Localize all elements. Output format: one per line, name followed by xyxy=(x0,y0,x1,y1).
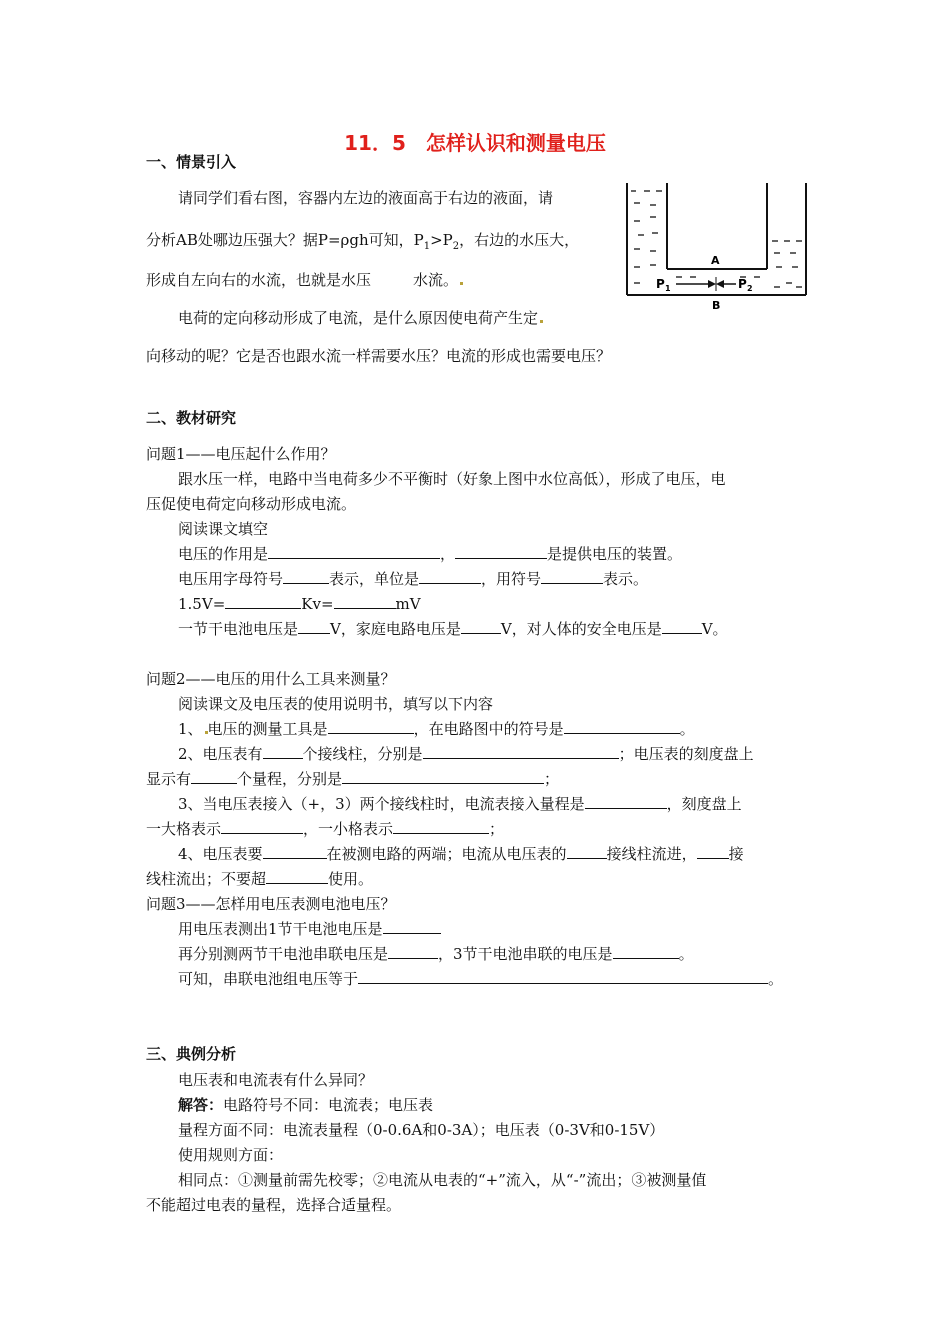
q2-fill-line-4b: 线柱流出；不要超 使用。 xyxy=(146,870,374,888)
q2-fill-line-3b: 一大格表示 ，一小格表示 ； xyxy=(146,820,505,838)
mark-dot xyxy=(460,282,463,285)
blank[interactable] xyxy=(221,819,303,834)
section-heading-2: 二、教材研究 xyxy=(146,409,237,427)
example-answer-line-1: 解答：电路符号不同：电流表；电压表 xyxy=(178,1096,434,1114)
intro-line-1: 请同学们看右图，容器内左边的液面高于右边的液面，请 xyxy=(178,189,554,207)
blank[interactable] xyxy=(191,769,237,784)
label-p2-sub: 2 xyxy=(747,284,753,293)
blank[interactable] xyxy=(268,544,440,559)
blank[interactable] xyxy=(358,969,768,984)
q3-fill-line-2: 再分别测两节干电池串联电压是 ，3节干电池串联的电压是 。 xyxy=(178,945,694,963)
q3-heading: 问题3——怎样用电压表测电池电压？ xyxy=(146,895,396,913)
q3-fill-line-1: 用电压表测出1节干电池电压是 xyxy=(178,919,441,939)
intro-line-3: 形成自左向右的水流，也就是水压 水流。 xyxy=(146,270,463,290)
blank[interactable] xyxy=(419,569,481,584)
blank[interactable] xyxy=(334,594,396,609)
intro-line-2: 分析AB处哪边压强大？据P=ρgh可知，$P_1>P_2$，右边的水压大， xyxy=(146,231,580,252)
blank[interactable] xyxy=(455,544,547,559)
blank[interactable] xyxy=(564,719,680,734)
blank[interactable] xyxy=(541,569,603,584)
label-b: B xyxy=(712,299,721,312)
blank[interactable] xyxy=(283,569,329,584)
example-question: 电压表和电流表有什么异同？ xyxy=(178,1071,374,1089)
blank[interactable] xyxy=(585,794,667,809)
q1-read-instruction: 阅读课文填空 xyxy=(178,520,269,538)
blank[interactable] xyxy=(263,844,327,859)
label-p2: P xyxy=(738,277,747,291)
q2-fill-line-2b: 显示有 个量程，分别是 ； xyxy=(146,770,560,788)
blank[interactable] xyxy=(697,844,729,859)
q1-para-line-1: 跟水压一样，电路中当电荷多少不平衡时（好象上图中水位高低），形成了电压，电 xyxy=(178,470,726,488)
intro-line-5: 向移动的呢？它是否也跟水流一样需要水压？电流的形成也需要电压？ xyxy=(146,347,612,365)
label-p1-sub: 1 xyxy=(665,284,671,293)
q2-fill-line-1: 1、 电压的测量工具是 ，在电路图中的符号是 。 xyxy=(178,720,695,738)
q2-fill-line-2: 2、电压表有 个接线柱，分别是 ；电压表的刻度盘上 xyxy=(178,745,754,763)
example-answer-line-2: 量程方面不同：电流表量程（0-0.6A和0-3A）；电压表（0-3V和0-15V） xyxy=(178,1121,665,1139)
blank[interactable] xyxy=(328,719,414,734)
blank[interactable] xyxy=(266,869,328,884)
blank[interactable] xyxy=(423,744,619,759)
water-container-figure xyxy=(624,183,810,313)
example-answer-line-3: 使用规则方面： xyxy=(178,1146,284,1164)
q2-read-instruction: 阅读课文及电压表的使用说明书，填写以下内容 xyxy=(178,695,494,713)
label-a: A xyxy=(711,254,720,267)
page-title: 11．5 怎样认识和测量电压 xyxy=(344,131,606,155)
mark-dot xyxy=(540,320,543,323)
blank[interactable] xyxy=(263,744,303,759)
section-heading-3: 三、典例分析 xyxy=(146,1045,237,1063)
label-p1: P xyxy=(656,277,665,291)
q2-fill-line-3: 3、当电压表接入（+，3）两个接线柱时，电流表接入量程是 ，刻度盘上 xyxy=(178,795,742,813)
example-answer-line-4: 相同点：①测量前需先校零；②电流从电表的“+”流入，从“-”流出；③被测量值 xyxy=(178,1171,707,1189)
blank[interactable] xyxy=(613,944,679,959)
blank[interactable] xyxy=(298,619,330,634)
blank[interactable] xyxy=(225,594,301,609)
blank[interactable] xyxy=(383,919,441,934)
blank[interactable] xyxy=(461,619,501,634)
q2-fill-line-4: 4、电压表要 在被测电路的两端；电流从电压表的 接线柱流进， 接 xyxy=(178,845,744,863)
q1-heading: 问题1——电压起什么作用？ xyxy=(146,445,336,463)
q3-fill-line-3: 可知，串联电池组电压等于 。 xyxy=(178,970,784,988)
blank[interactable] xyxy=(567,844,607,859)
q1-fill-line-4: 一节干电池电压是 V，家庭电路电压是 V，对人体的安全电压是 V。 xyxy=(178,620,728,638)
intro-line-4: 电荷的定向移动形成了电流，是什么原因使电荷产生定 xyxy=(178,308,543,328)
blank[interactable] xyxy=(662,619,702,634)
section-heading-1: 一、情景引入 xyxy=(146,153,237,171)
q1-fill-line-2: 电压用字母符号 表示，单位是 ，用符号 表示。 xyxy=(178,570,649,588)
blank[interactable] xyxy=(342,769,544,784)
q2-heading: 问题2——电压的用什么工具来测量？ xyxy=(146,670,396,688)
q1-fill-line-3: 1.5V= Kv= mV xyxy=(178,595,421,613)
q1-fill-line-1: 电压的作用是 ， 是提供电压的装置。 xyxy=(178,545,683,563)
blank[interactable] xyxy=(393,819,489,834)
blank[interactable] xyxy=(388,944,438,959)
q1-para-line-2: 压促使电荷定向移动形成电流。 xyxy=(146,495,357,513)
example-answer-line-5: 不能超过电表的量程，选择合适量程。 xyxy=(146,1196,402,1214)
